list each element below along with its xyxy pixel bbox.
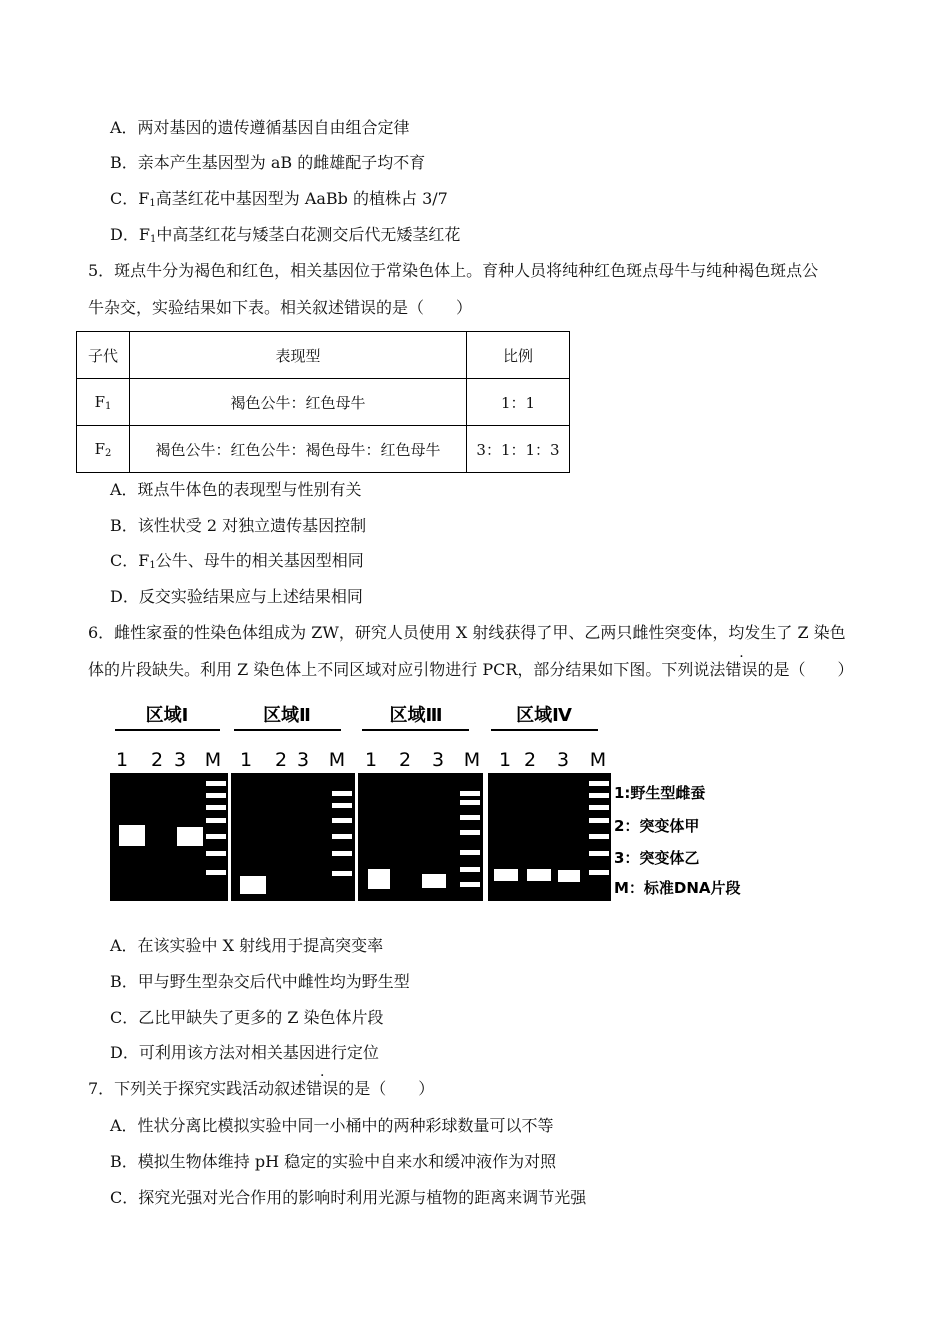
q5-option-a: A．斑点牛体色的表现型与性别有关 [110,480,362,499]
band-region3-wildtype [368,869,390,889]
q6-option-a: A．在该实验中 X 射线用于提高突变率 [110,936,384,955]
lane-label: 2 [523,749,537,771]
q5-option-b: B．该性状受 2 对独立遗传基因控制 [110,516,367,535]
region-label-3: 区域Ⅲ [389,705,443,726]
q5-option-c: C．$F_1$公牛、母牛的相关基因型相同 [110,551,364,571]
legend-item-3: 3：突变体乙 [614,849,700,867]
q5-stem-line1: 5．斑点牛分为褐色和红色，相关基因位于常染色体上。育种人员将纯种红色斑点母牛与纯种褐色斑点公 [88,261,819,280]
band-region1-mutant-b [177,827,203,846]
legend-item-4: M：标准DNA片段 [614,879,741,897]
cell-generation: $F_1$ [77,379,130,426]
region-label-2: 区域Ⅱ [263,705,311,726]
q7-stem: 7．下列关于探究实践活动叙述错误的是（ ） [88,1079,435,1098]
q4-option-a: A．两对基因的遗传遵循基因自由组合定律 [110,118,410,137]
q7-option-b: B．模拟生物体维持 pH 稳定的实验中自来水和缓冲液作为对照 [110,1152,557,1171]
q6-option-b: B．甲与野生型杂交后代中雌性均为野生型 [110,972,410,991]
emphasis-mark: 错误 [725,660,758,679]
q4-option-b: B．亲本产生基因型为 aB 的雌雄配子均不育 [110,153,426,172]
header-ratio: 比例 [467,332,570,379]
lane-label: 1 [239,749,253,771]
region-label-4: 区域Ⅳ [516,705,572,726]
lane-label: 3 [296,749,310,771]
legend-item-2: 2：突变体甲 [614,817,700,835]
q5-stem-line2: 牛杂交，实验结果如下表。相关叙述错误的是（ ） [88,298,473,317]
lane-label: 1 [498,749,512,771]
cell-phenotype: 褐色公牛：红色公牛：褐色母牛：红色母牛 [130,426,467,473]
header-generation: 子代 [77,332,130,379]
band-region4-mutant-b [558,870,580,882]
cell-ratio: 1：1 [467,379,570,426]
lane-label: 3 [431,749,445,771]
lane-label: M [589,749,607,771]
table-row [77,379,570,426]
band-region4-wildtype [494,869,518,881]
band-region1-wildtype [119,825,145,846]
q6-option-c: C．乙比甲缺失了更多的 Z 染色体片段 [110,1008,384,1027]
emphasis-mark: 错误 [306,1079,339,1098]
table-row [77,426,570,473]
q7-option-a: A．性状分离比模拟实验中同一小桶中的两种彩球数量可以不等 [110,1116,554,1135]
cell-phenotype: 褐色公牛：红色母牛 [130,379,467,426]
q4-option-c: C．$F_1$高茎红花中基因型为 AaBb 的植株占 3/7 [110,189,448,209]
header-phenotype: 表现型 [130,332,467,379]
table-header-row [77,332,570,379]
q5-option-d: D．反交实验结果应与上述结果相同 [110,587,363,606]
lane-label: 2 [274,749,288,771]
lane-label: 1 [115,749,129,771]
q6-stem-line2: 体的片段缺失。利用 Z 染色体上不同区域对应引物进行 PCR，部分结果如下图。下列说法错误的是（ ） [88,660,854,679]
lane-label: 3 [556,749,570,771]
q5-results-table [76,331,570,473]
q6-option-d: D．可利用该方法对相关基因进行定位 [110,1043,379,1062]
lane-label: 2 [150,749,164,771]
lane-label: 1 [364,749,378,771]
band-region4-mutant-a [527,869,551,881]
cell-ratio: 3：1：1：3 [467,426,570,473]
band-region2-wildtype [240,876,266,894]
q6-stem-line1: 6．雌性家蚕的性染色体组成为 ZW，研究人员使用 X 射线获得了甲、乙两只雌性突变体，均发生了 Z 染色 [88,623,846,642]
lane-label: M [204,749,222,771]
q7-option-c: C．探究光强对光合作用的影响时利用光源与植物的距离来调节光强 [110,1188,587,1207]
legend-item-1: 1:野生型雌蚕 [614,784,706,802]
q4-option-d: D．$F_1$中高茎红花与矮茎白花测交后代无矮茎红花 [110,225,461,245]
lane-label: 3 [173,749,187,771]
band-region3-mutant-b [422,874,446,888]
cell-generation: $F_2$ [77,426,130,473]
lane-label: 2 [398,749,412,771]
lane-label: M [463,749,481,771]
pcr-gel-figure [105,700,745,910]
region-label-1: 区域Ⅰ [145,705,189,726]
lane-label: M [328,749,346,771]
